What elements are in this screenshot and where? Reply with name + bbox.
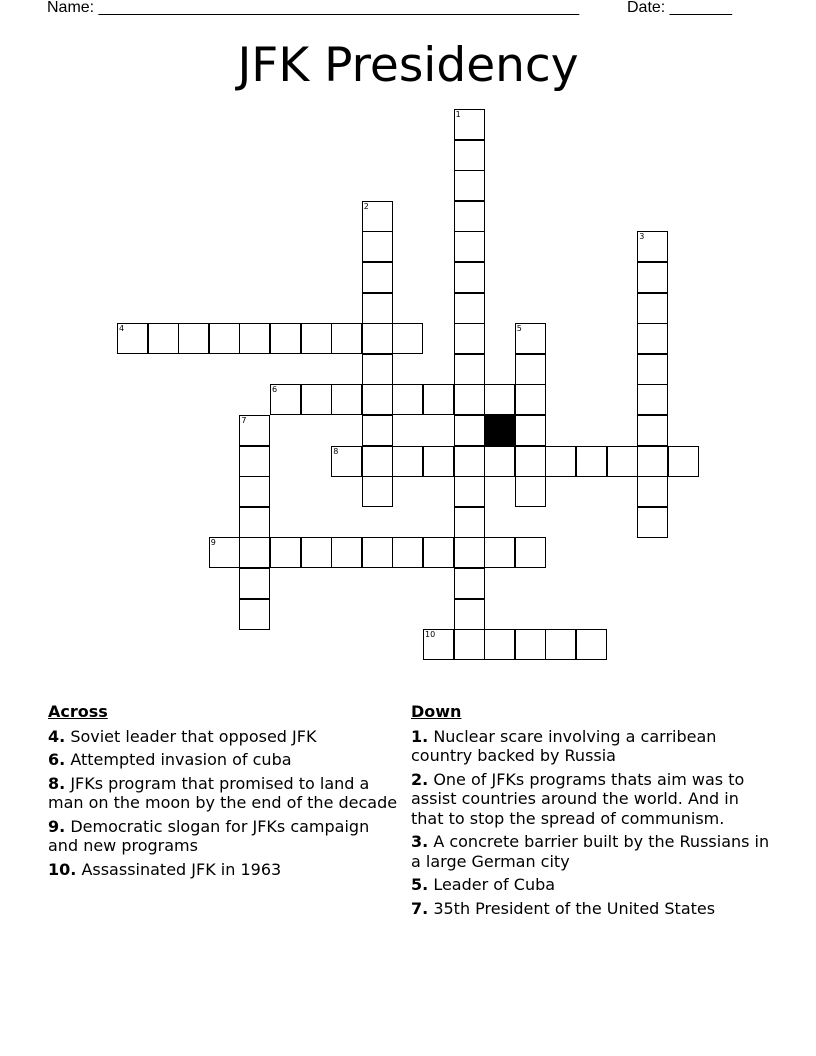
page-title: JFK Presidency: [237, 38, 579, 93]
clue-text: 35th President of the United States: [433, 898, 716, 918]
clue-text: Soviet leader that opposed JFK: [70, 726, 317, 746]
across-clue: [48, 860, 398, 880]
crossword-cell[interactable]: [331, 323, 362, 354]
crossword-cell[interactable]: [637, 507, 668, 538]
crossword-cell[interactable]: [362, 201, 393, 232]
crossword-cell[interactable]: [637, 384, 668, 415]
crossword-cell[interactable]: [515, 354, 546, 385]
crossword-cell[interactable]: [454, 384, 485, 415]
down-clues: [411, 702, 773, 922]
crossword-cell[interactable]: [362, 323, 393, 354]
down-clue: [411, 832, 773, 871]
clue-number-label: 1: [455, 110, 461, 119]
crossword-cell[interactable]: [331, 537, 362, 568]
crossword-cell[interactable]: [668, 446, 699, 477]
crossword-cell[interactable]: [178, 323, 209, 354]
crossword-cell[interactable]: [545, 629, 576, 660]
down-clue: [411, 875, 773, 895]
crossword-cell[interactable]: [545, 446, 576, 477]
crossword-cell[interactable]: [117, 323, 148, 354]
across-heading: Across: [48, 702, 108, 721]
crossword-cell[interactable]: [423, 446, 454, 477]
crossword-cell[interactable]: [637, 446, 668, 477]
crossword-cell[interactable]: [576, 446, 607, 477]
name-label: Name: ______________________________________________________: [47, 0, 580, 16]
clue-number-label: 7: [241, 416, 247, 425]
crossword-cell[interactable]: [576, 629, 607, 660]
clue-number-label: 3: [639, 232, 645, 242]
date-label: Date: _______: [627, 0, 732, 16]
crossword-cell[interactable]: [637, 354, 668, 385]
clue-number-label: 4: [119, 324, 125, 334]
crossword-cell[interactable]: [239, 568, 270, 599]
clue-text: Attempted invasion of cuba: [70, 750, 292, 769]
down-clue: [411, 727, 773, 766]
clue-number-label: 9: [210, 538, 216, 548]
clue-number: 7.: [411, 898, 429, 918]
crossword-cell[interactable]: [392, 323, 423, 354]
crossword-cell[interactable]: [515, 384, 546, 415]
crossword-cell[interactable]: [270, 384, 301, 415]
clue-number: 9.: [48, 816, 66, 836]
crossword-cell[interactable]: [423, 537, 454, 568]
crossword-cell[interactable]: [301, 323, 332, 354]
crossword-cell[interactable]: [239, 415, 270, 446]
across-clue: [48, 750, 398, 770]
crossword-cell[interactable]: [454, 140, 485, 171]
crossword-black-cell: [484, 415, 515, 446]
crossword-cell[interactable]: [362, 354, 393, 385]
crossword-cell[interactable]: [423, 384, 454, 415]
clue-text: A concrete barrier built by the Russians in a large German city: [411, 832, 770, 871]
crossword-cell[interactable]: [209, 537, 240, 568]
crossword-cell[interactable]: [607, 446, 638, 477]
across-clue: [48, 817, 398, 856]
crossword-cell[interactable]: [239, 323, 270, 354]
crossword-cell[interactable]: [362, 293, 393, 324]
crossword-cell[interactable]: [637, 323, 668, 354]
crossword-cell[interactable]: [454, 354, 485, 385]
clue-text: JFKs program that promised to land a man on the moon by the end of the decade: [48, 773, 398, 812]
crossword-cell[interactable]: [454, 537, 485, 568]
clue-number-label: 10: [425, 630, 436, 640]
clue-number-label: 2: [363, 201, 369, 211]
crossword-cell[interactable]: [454, 415, 485, 446]
crossword-cell[interactable]: [239, 446, 270, 477]
crossword-cell[interactable]: [362, 415, 393, 446]
crossword-cell[interactable]: [637, 476, 668, 507]
crossword-cell[interactable]: [454, 599, 485, 630]
crossword-cell[interactable]: [515, 537, 546, 568]
crossword-cell[interactable]: [362, 446, 393, 477]
crossword-cell[interactable]: [362, 537, 393, 568]
crossword-cell[interactable]: [515, 323, 546, 354]
across-clue: [48, 774, 398, 813]
crossword-cell[interactable]: [148, 323, 179, 354]
crossword-cell[interactable]: [637, 293, 668, 324]
crossword-cell[interactable]: [301, 384, 332, 415]
crossword-cell[interactable]: [270, 323, 301, 354]
crossword-cell[interactable]: [301, 537, 332, 568]
clue-number-label: 8: [333, 446, 339, 456]
crossword-cell[interactable]: [484, 446, 515, 477]
crossword-cell[interactable]: [454, 446, 485, 477]
clue-number: 4.: [48, 726, 66, 746]
crossword-cell[interactable]: [239, 537, 270, 568]
crossword-cell[interactable]: [392, 384, 423, 415]
crossword-cell[interactable]: [515, 476, 546, 507]
clue-text: Democratic slogan for JFKs campaign and new programs: [48, 816, 370, 855]
clue-number: 10.: [48, 859, 77, 879]
crossword-cell[interactable]: [270, 537, 301, 568]
clue-number-label: 6: [272, 385, 278, 395]
clue-number: 2.: [411, 769, 429, 789]
clue-text: Nuclear scare involving a carribean country backed by Russia: [411, 726, 717, 765]
crossword-cell[interactable]: [454, 109, 485, 140]
crossword-cell[interactable]: [637, 262, 668, 293]
crossword-cell[interactable]: [454, 231, 485, 262]
crossword-cell[interactable]: [239, 599, 270, 630]
crossword-cell[interactable]: [454, 629, 485, 660]
clue-text: Leader of Cuba: [433, 875, 556, 894]
clue-number: 1.: [411, 726, 429, 746]
crossword-cell[interactable]: [454, 170, 485, 201]
crossword-cell[interactable]: [454, 201, 485, 232]
crossword-cell[interactable]: [392, 446, 423, 477]
down-heading: Down: [411, 702, 462, 721]
clue-number: 8.: [48, 773, 66, 793]
crossword-cell[interactable]: [331, 384, 362, 415]
crossword-cell[interactable]: [515, 629, 546, 660]
crossword-cell[interactable]: [484, 537, 515, 568]
crossword-cell[interactable]: [239, 507, 270, 538]
crossword-cell[interactable]: [454, 323, 485, 354]
clue-number: 5.: [411, 875, 429, 894]
crossword-cell[interactable]: [239, 476, 270, 507]
crossword-cell[interactable]: [515, 415, 546, 446]
crossword-cell[interactable]: [454, 293, 485, 324]
crossword-cell[interactable]: [209, 323, 240, 354]
crossword-cell[interactable]: [362, 262, 393, 293]
crossword-cell[interactable]: [637, 231, 668, 262]
clue-text: Assassinated JFK in 1963: [81, 859, 282, 879]
down-clue: [411, 899, 773, 919]
crossword-cell[interactable]: [362, 231, 393, 262]
down-clue: [411, 770, 773, 829]
crossword-cell[interactable]: [362, 384, 393, 415]
crossword-cell[interactable]: [454, 262, 485, 293]
crossword-cell[interactable]: [331, 446, 362, 477]
crossword-cell[interactable]: [392, 537, 423, 568]
crossword-cell[interactable]: [454, 507, 485, 538]
clue-number-label: 5: [516, 324, 522, 334]
clue-text: One of JFKs programs thats aim was to assist countries around the world. And in that to stop the spread of communism.: [411, 769, 745, 828]
clue-number: 6.: [48, 750, 66, 769]
crossword-cell[interactable]: [454, 568, 485, 599]
crossword-cell[interactable]: [362, 476, 393, 507]
crossword-cell[interactable]: [423, 629, 454, 660]
crossword-cell[interactable]: [484, 629, 515, 660]
crossword-cell[interactable]: [637, 415, 668, 446]
across-clue: [48, 727, 398, 747]
crossword-cell[interactable]: [454, 476, 485, 507]
across-clues: [48, 702, 398, 883]
crossword-cell[interactable]: [484, 384, 515, 415]
crossword-cell[interactable]: [515, 446, 546, 477]
clue-number: 3.: [411, 832, 429, 851]
